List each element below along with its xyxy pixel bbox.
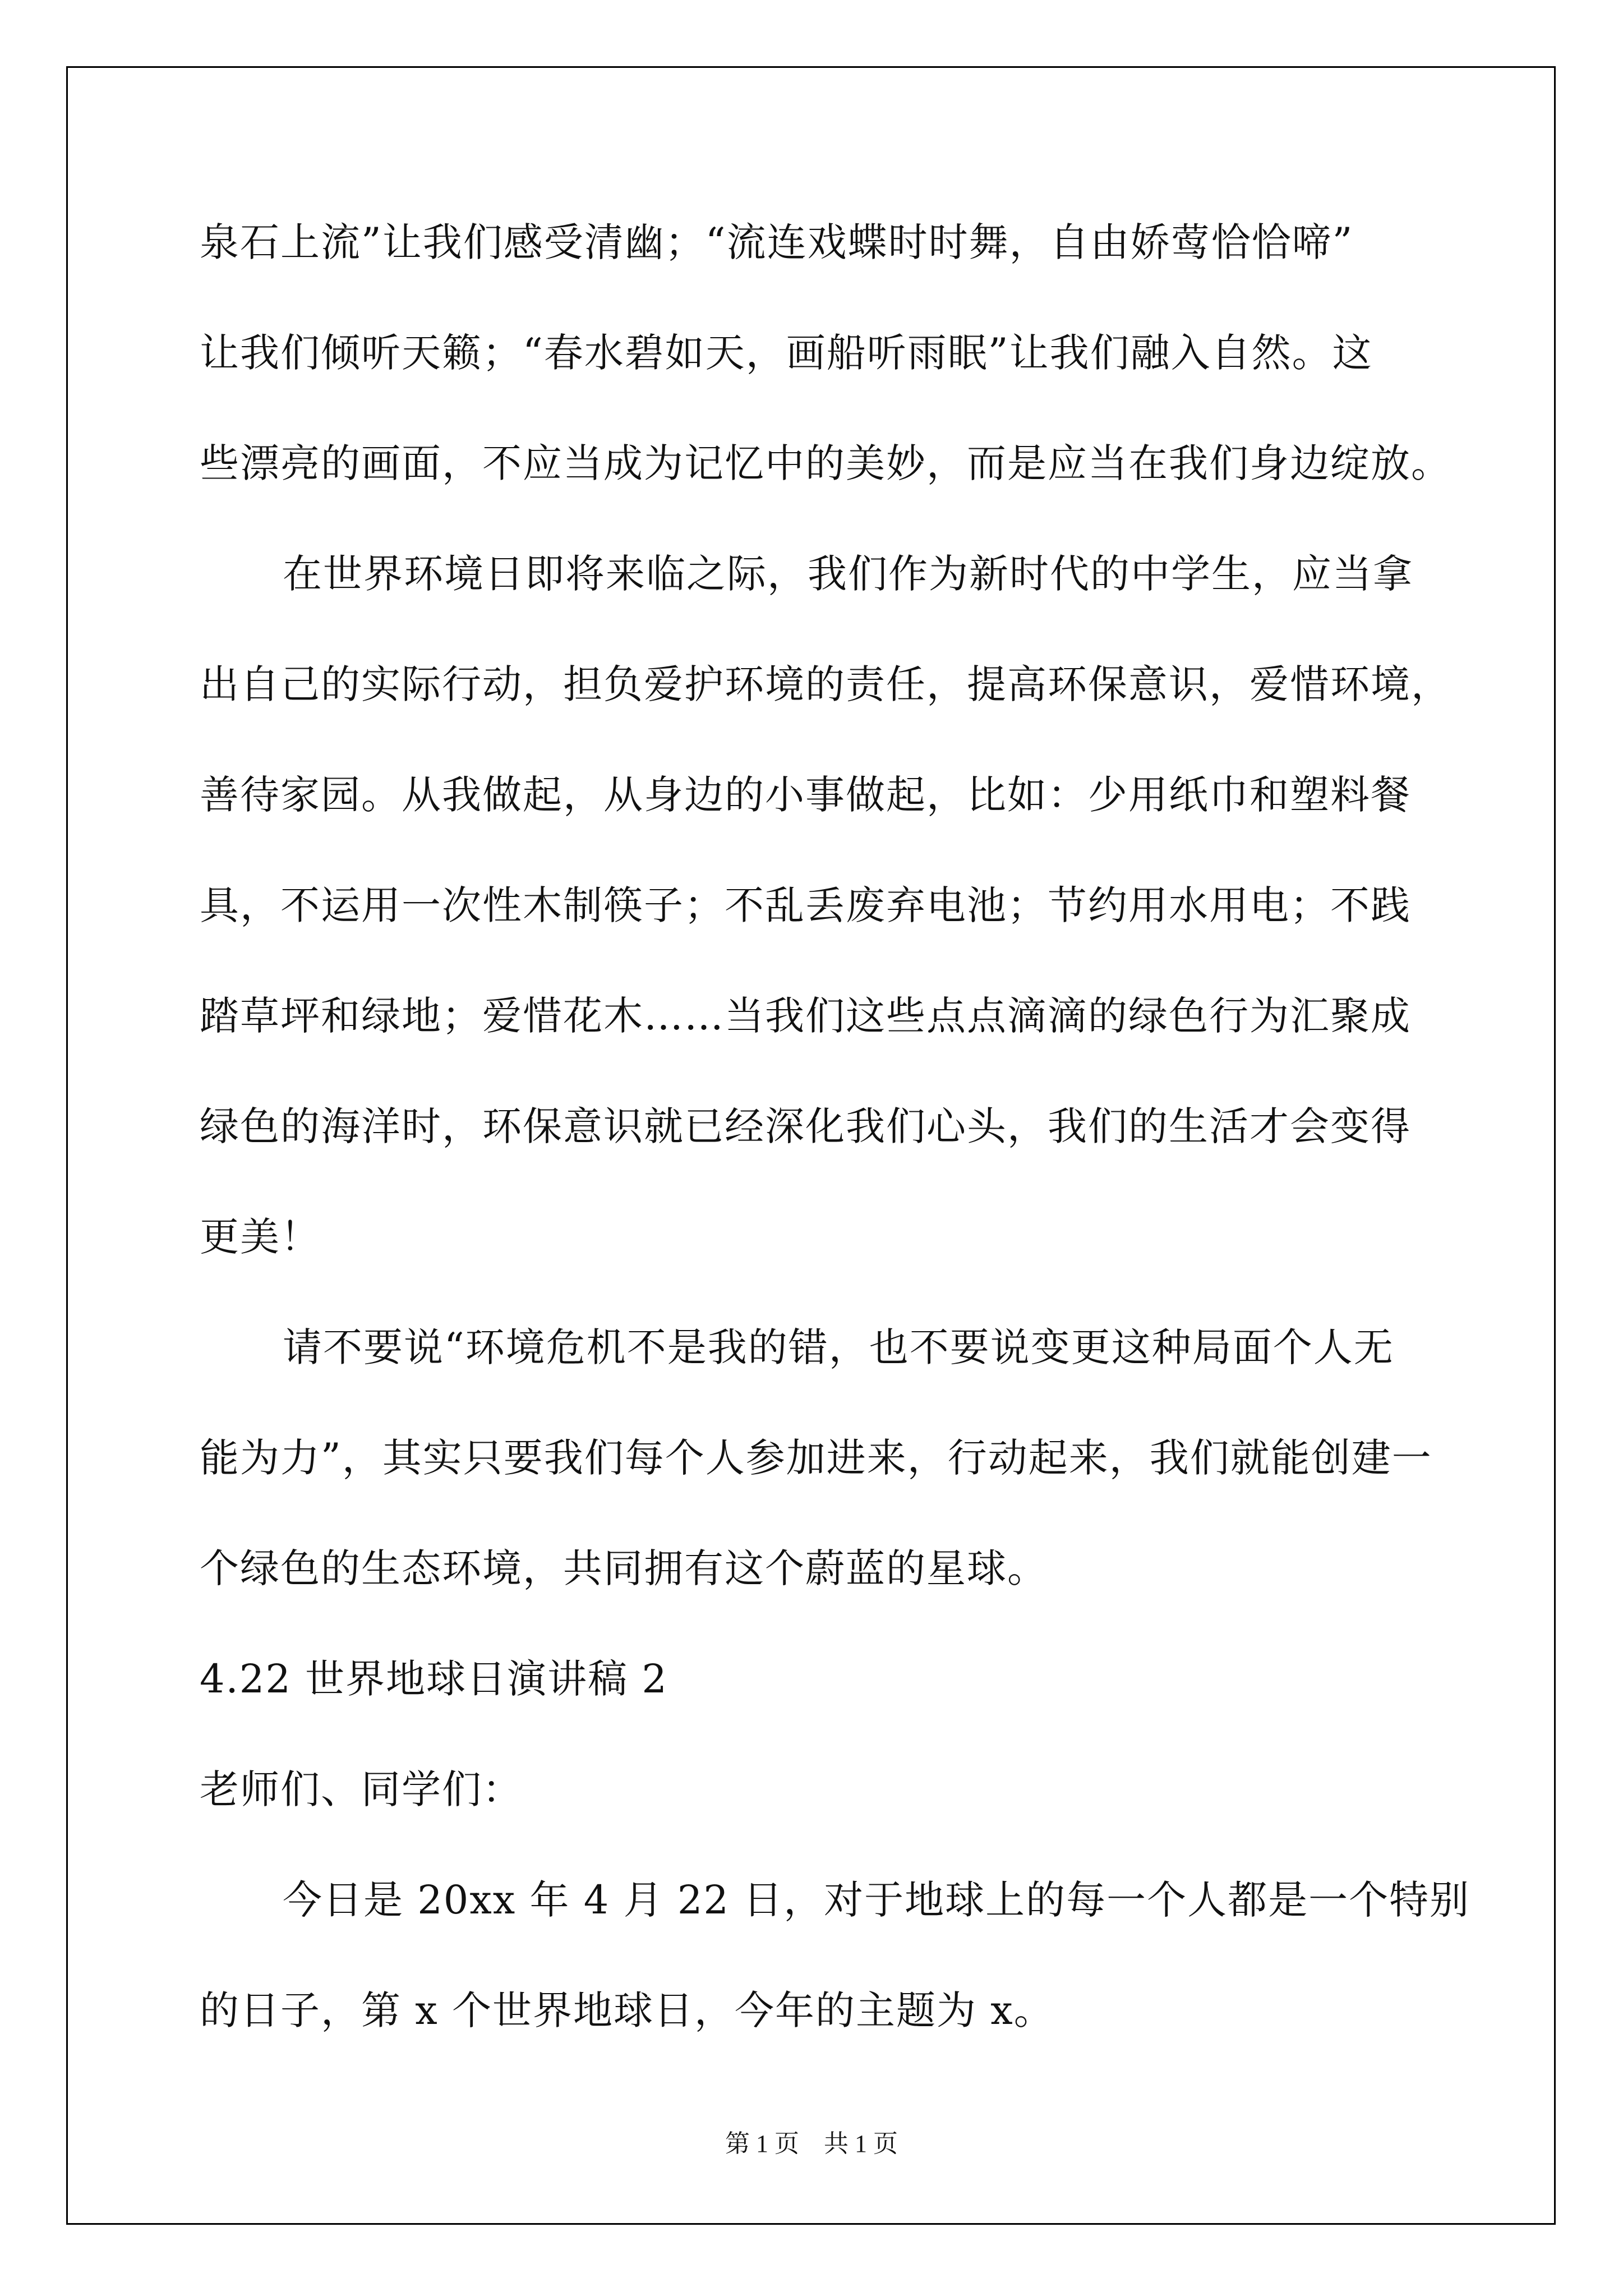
text-line: 让我们倾听天籁；“春水碧如天，画船听雨眠”让我们融入自然。这 <box>200 330 1373 376</box>
paragraph-first-line: 请不要说“环境危机不是我的错，也不要说变更这种局面个人无 <box>283 1324 1394 1370</box>
text-line: 绿色的海洋时，环保意识就已经深化我们心头，我们的生活才会变得 <box>200 1103 1411 1149</box>
paragraph-first-line: 在世界环境日即将来临之际，我们作为新时代的中学生，应当拿 <box>283 551 1413 597</box>
text-line: 些漂亮的画面，不应当成为记忆中的美妙，而是应当在我们身边绽放。 <box>200 440 1451 486</box>
text-line: 善待家园。从我做起，从身边的小事做起，比如：少用纸巾和塑料餐 <box>200 772 1411 818</box>
page-number-footer: 第 1 页 共 1 页 <box>725 2130 898 2157</box>
text-line: 踏草坪和绿地；爱惜花木……当我们这些点点滴滴的绿色行为汇聚成 <box>200 993 1411 1039</box>
salutation: 老师们、同学们： <box>200 1766 523 1812</box>
text-line: 更美！ <box>200 1214 321 1260</box>
text-line: 个绿色的生态环境，共同拥有这个蔚蓝的星球。 <box>200 1545 1048 1591</box>
text-line: 能为力”，其实只要我们每个人参加进来，行动起来，我们就能创建一 <box>200 1435 1432 1481</box>
text-line: 的日子，第 x 个世界地球日，今年的主题为 x。 <box>200 1987 1054 2033</box>
document-body <box>200 204 1470 2083</box>
text-line: 出自己的实际行动，担负爱护环境的责任，提高环保意识，爱惜环境， <box>200 661 1451 707</box>
text-line: 具，不运用一次性木制筷子；不乱丢废弃电池；节约用水用电；不践 <box>200 882 1411 928</box>
section-title: 4.22 世界地球日演讲稿 2 <box>200 1656 668 1702</box>
paragraph-first-line: 今日是 20xx 年 4 月 22 日，对于地球上的每一个人都是一个特别 <box>283 1877 1470 1923</box>
text-line: 泉石上流”让我们感受清幽；“流连戏蝶时时舞，自由娇莺恰恰啼” <box>200 219 1354 265</box>
